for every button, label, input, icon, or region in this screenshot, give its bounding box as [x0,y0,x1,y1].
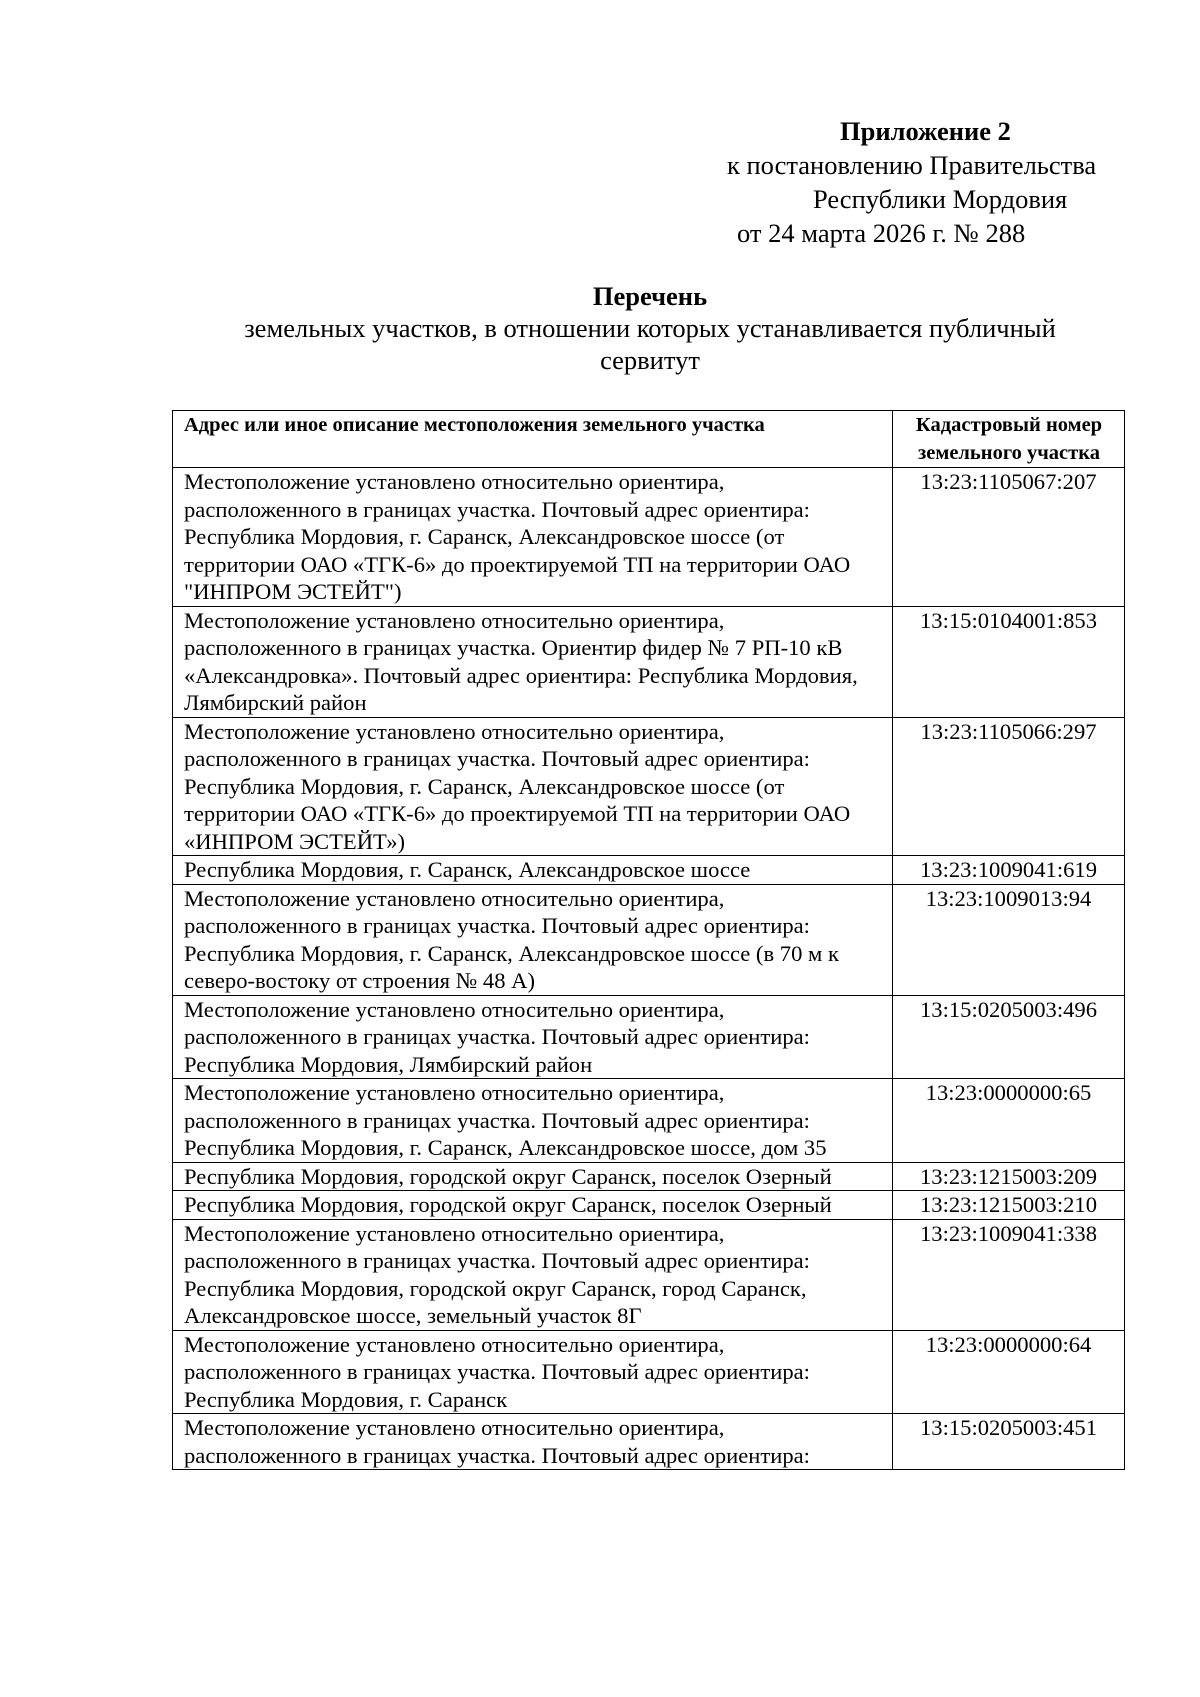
cadastral-number-cell: 13:23:0000000:65 [893,1079,1125,1163]
cadastral-number-cell: 13:23:1009041:619 [893,856,1125,885]
address-cell: Местоположение установлено относительно ориентира, расположенного в границах участка. Почтовый адрес ориентира: Республика Мордовия, г. Саранск, Александровское шоссе, дом 35 [173,1079,893,1163]
address-cell: Республика Мордовия, г. Саранск, Александровское шоссе [173,856,893,885]
table-row [173,995,1125,1079]
appendix-republic-line: Республики Мордовия [813,184,1068,214]
address-cell: Местоположение установлено относительно ориентира, расположенного в границах участка. Почтовый адрес ориентира: Республика Мордовия, городской округ Саранск, город Саранск, Александровское шоссе, земельный участок 8Г [173,1219,893,1330]
document-heading [130,280,1170,376]
document-title: Перечень [592,281,708,311]
cadastral-number-cell: 13:15:0205003:496 [893,995,1125,1079]
address-cell: Республика Мордовия, городской округ Саранск, поселок Озерный [173,1191,893,1220]
address-cell: Местоположение установлено относительно ориентира, расположенного в границах участка. Ориентир фидер № 7 РП-10 кВ «Александровка». Почтовый адрес ориентира: Республика Мордовия, Лямбирский район [173,606,893,717]
column-header-cadastral: Кадастровый номер земельного участка [893,411,1125,468]
cadastral-number-cell: 13:23:1009013:94 [893,884,1125,995]
address-cell: Республика Мордовия, городской округ Саранск, поселок Озерный [173,1162,893,1191]
appendix-title: Приложение 2 [840,116,1011,146]
table-row [173,1330,1125,1414]
address-cell: Местоположение установлено относительно ориентира, расположенного в границах участка. Почтовый адрес ориентира: Республика Мордовия, г. Саранск, Александровское шоссе (от территории ОАО «ТГК-6» до проектируемой ТП на территории ОАО "ИНПРОМ ЭСТЕЙТ") [173,468,893,607]
table-row [173,1219,1125,1330]
appendix-block [680,114,1140,250]
table-row [173,1079,1125,1163]
table-row [173,468,1125,607]
appendix-resolution-line: к постановлению Правительства [727,150,1097,180]
cadastral-number-cell: 13:23:1215003:210 [893,1191,1125,1220]
table-row [173,1414,1125,1470]
address-cell: Местоположение установлено относительно ориентира, расположенного в границах участка. Почтовый адрес ориентира: [173,1414,893,1470]
table-row [173,884,1125,995]
document-subtitle: земельных участков, в отношении которых устанавливается публичный сервитут [244,313,1056,375]
appendix-date-line: от 24 марта 2026 г. № 288 [737,218,1026,248]
table-row [173,856,1125,885]
cadastral-number-cell: 13:23:1009041:338 [893,1219,1125,1330]
cadastral-number-cell: 13:15:0205003:451 [893,1414,1125,1470]
table-row [173,1162,1125,1191]
cadastral-number-cell: 13:15:0104001:853 [893,606,1125,717]
cadastral-number-cell: 13:23:0000000:64 [893,1330,1125,1414]
address-cell: Местоположение установлено относительно ориентира, расположенного в границах участка. Почтовый адрес ориентира: Республика Мордовия, Лямбирский район [173,995,893,1079]
column-header-address: Адрес или иное описание местоположения земельного участка [173,411,893,468]
address-cell: Местоположение установлено относительно ориентира, расположенного в границах участка. Почтовый адрес ориентира: Республика Мордовия, г. Саранск, Александровское шоссе (в 70 м к северо-востоку от строения № 48 А) [173,884,893,995]
table-row [173,1191,1125,1220]
table-row [173,606,1125,717]
table-row [173,717,1125,856]
address-cell: Местоположение установлено относительно ориентира, расположенного в границах участка. Почтовый адрес ориентира: Республика Мордовия, г. Саранск, Александровское шоссе (от территории ОАО «ТГК-6» до проектируемой ТП на территории ОАО «ИНПРОМ ЭСТЕЙТ») [173,717,893,856]
address-cell: Местоположение установлено относительно ориентира, расположенного в границах участка. Почтовый адрес ориентира: Республика Мордовия, г. Саранск [173,1330,893,1414]
cadastral-number-cell: 13:23:1105066:297 [893,717,1125,856]
land-plots-table [172,410,1125,1470]
cadastral-number-cell: 13:23:1105067:207 [893,468,1125,607]
cadastral-number-cell: 13:23:1215003:209 [893,1162,1125,1191]
table-header-row [173,411,1125,468]
